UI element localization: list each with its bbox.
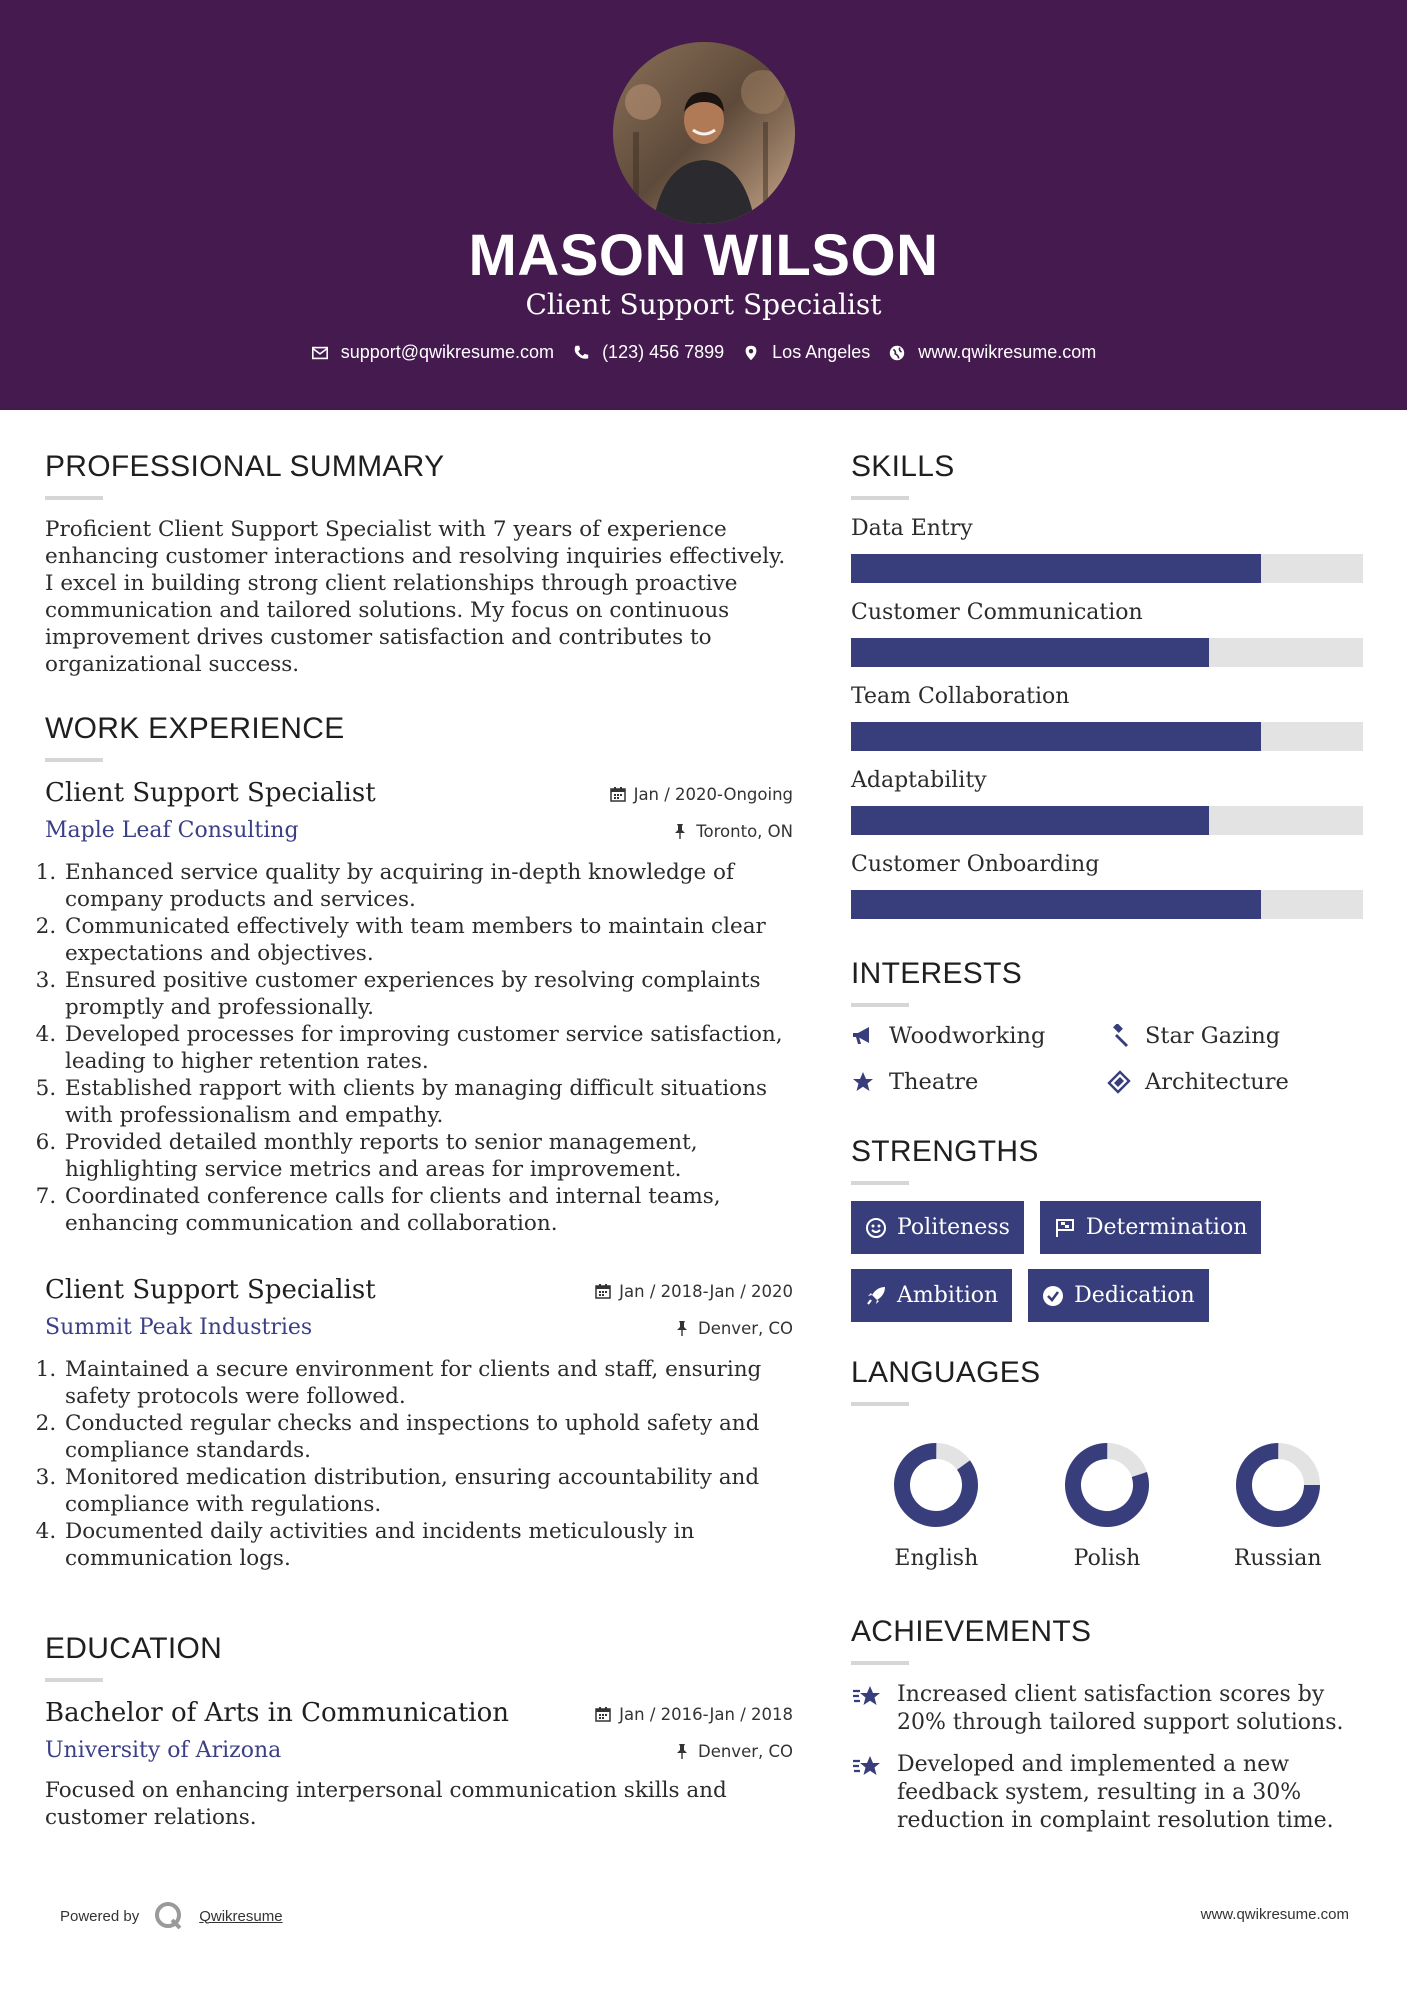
website-text: www.qwikresume.com [918, 342, 1097, 362]
resume-header [0, 0, 1407, 410]
map-pin-icon [742, 344, 760, 362]
section-title: STRENGTHS [851, 1135, 1039, 1168]
envelope-icon [311, 344, 329, 362]
section-divider [851, 1003, 909, 1007]
strength-label: Politeness [897, 1215, 1010, 1240]
email-text: support@qwikresume.com [340, 342, 555, 362]
education-meta [595, 1702, 793, 1763]
section-title: ACHIEVEMENTS [851, 1615, 1092, 1648]
section-divider [45, 758, 103, 762]
degree-title: Bachelor of Arts in Communication [45, 1698, 509, 1728]
duty-list [63, 859, 793, 1237]
globe-icon [888, 344, 906, 362]
section-divider [851, 1661, 909, 1665]
education-dates: Jan / 2016-Jan / 2018 [619, 1704, 793, 1724]
skill-bar [851, 722, 1363, 751]
interests-grid [851, 1023, 1363, 1095]
languages-section [851, 1356, 1363, 1571]
summary-section [45, 450, 793, 678]
section-title: INTERESTS [851, 957, 1023, 990]
qwikresume-logo-icon [153, 1900, 185, 1932]
skill-name: Customer Onboarding [851, 852, 1100, 877]
section-divider [851, 496, 909, 500]
language-donut [1064, 1442, 1150, 1528]
calendar-icon [595, 1283, 611, 1299]
footer-powered-by [60, 1900, 283, 1932]
skill-bar-fill [851, 722, 1261, 751]
job-entry [45, 1275, 793, 1572]
skill-bar [851, 638, 1363, 667]
star-icon [851, 1070, 875, 1094]
pushpin-icon [672, 823, 688, 839]
interest-item [1107, 1069, 1363, 1095]
skill-name: Team Collaboration [851, 684, 1070, 709]
brand-link[interactable]: Qwikresume [199, 1907, 283, 1925]
location-text: Los Angeles [772, 342, 871, 362]
language-item [1192, 1442, 1363, 1571]
powered-by-text: Powered by [60, 1907, 140, 1925]
section-divider [851, 1402, 909, 1406]
candidate-title: Client Support Specialist [525, 288, 882, 321]
strength-label: Dedication [1074, 1283, 1195, 1308]
section-divider [851, 1181, 909, 1185]
job-entry [45, 778, 793, 1237]
achievement-star-icon [851, 1681, 883, 1713]
strength-label: Determination [1085, 1215, 1248, 1240]
interest-item [851, 1069, 1107, 1095]
footer-url[interactable]: www.qwikresume.com [1200, 1906, 1349, 1923]
section-title: LANGUAGES [851, 1356, 1041, 1389]
section-title: PROFESSIONAL SUMMARY [45, 450, 445, 483]
skill-bar [851, 554, 1363, 583]
list-item: 6. Provided detailed monthly reports to senior management, highlighting service metrics and areas for improvement. [63, 1129, 793, 1183]
list-item: 2. Communicated effectively with team members to maintain clear expectations and objectives. [63, 913, 793, 967]
achievement-text: Developed and implemented a new feedback system, resulting in a 30% reduction in complaint resolution time. [897, 1752, 1334, 1833]
calendar-icon [595, 1706, 611, 1722]
strength-chip [1040, 1201, 1262, 1254]
list-item: 5. Established rapport with clients by managing difficult situations with professionalism and empathy. [63, 1075, 793, 1129]
left-column [45, 450, 793, 1831]
school-name: University of Arizona [45, 1738, 282, 1763]
languages-list [851, 1442, 1363, 1571]
gavel-icon [1107, 1024, 1131, 1048]
achievement-text: Increased client satisfaction scores by 20% through tailored support solutions. [897, 1682, 1344, 1735]
experience-section [45, 712, 793, 1572]
language-donut [893, 1442, 979, 1528]
list-item: 1. Maintained a secure environment for clients and staff, ensuring safety protocols were followed. [63, 1356, 793, 1410]
pushpin-icon [674, 1743, 690, 1759]
list-item: 3. Monitored medication distribution, ensuring accountability and compliance with regulations. [63, 1464, 793, 1518]
section-divider [45, 1678, 103, 1682]
language-name: English [894, 1546, 979, 1571]
interest-item [851, 1023, 1107, 1049]
job-dates: Jan / 2020-Ongoing [633, 784, 793, 804]
job-company: Summit Peak Industries [45, 1315, 313, 1340]
education-location: Denver, CO [697, 1741, 793, 1761]
duty-list [63, 1356, 793, 1572]
achievements-section [851, 1615, 1363, 1835]
strength-chip [851, 1201, 1024, 1254]
section-title: EDUCATION [45, 1632, 223, 1665]
skill-bar-fill [851, 554, 1261, 583]
contact-bar [0, 342, 1407, 363]
language-item [1022, 1442, 1193, 1571]
section-title: WORK EXPERIENCE [45, 712, 345, 745]
achievement-star-icon [851, 1751, 883, 1783]
ticket-icon [1107, 1070, 1131, 1094]
job-meta [610, 782, 793, 843]
profile-photo [613, 42, 795, 224]
list-item: 1. Enhanced service quality by acquiring in-depth knowledge of company products and services. [63, 859, 793, 913]
rocket-icon [865, 1285, 887, 1307]
language-item [851, 1442, 1022, 1571]
skill-name: Customer Communication [851, 600, 1143, 625]
person-photo-icon [613, 42, 795, 224]
interest-item [1107, 1023, 1363, 1049]
strength-chip [1028, 1269, 1209, 1322]
check-circle-icon [1042, 1285, 1064, 1307]
language-donut [1235, 1442, 1321, 1528]
skill-bar [851, 806, 1363, 835]
job-title: Client Support Specialist [45, 1275, 376, 1305]
education-section [45, 1632, 793, 1831]
language-name: Polish [1073, 1546, 1141, 1571]
calendar-icon [610, 786, 626, 802]
list-item: 3. Ensured positive customer experiences by resolving complaints promptly and professionally. [63, 967, 793, 1021]
strength-label: Ambition [897, 1283, 999, 1308]
language-name: Russian [1233, 1546, 1322, 1571]
interest-label: Woodworking [889, 1023, 1046, 1049]
section-title: SKILLS [851, 450, 955, 483]
job-company: Maple Leaf Consulting [45, 818, 299, 843]
strengths-list [851, 1201, 1363, 1322]
skill-name: Adaptability [851, 768, 987, 793]
skill-name: Data Entry [851, 516, 973, 541]
skills-list [851, 516, 1363, 919]
phone-icon [572, 344, 590, 362]
education-entry [45, 1698, 793, 1831]
section-divider [45, 496, 103, 500]
summary-text: Proficient Client Support Specialist with 7 years of experience enhancing customer interactions and resolving inquiries effectively. I excel in building strong client relationships through proactive communication and tailored solutions. My focus on continuous improvement drives customer satisfaction and contributes to organizational success. [45, 517, 786, 677]
job-dates: Jan / 2018-Jan / 2020 [619, 1281, 793, 1301]
skill-bar [851, 890, 1363, 919]
list-item: 7. Coordinated conference calls for clients and internal teams, enhancing communication and collaboration. [63, 1183, 793, 1237]
achievement-item [851, 1681, 1363, 1737]
job-location: Toronto, ON [696, 821, 793, 841]
interest-label: Theatre [889, 1069, 979, 1095]
skill-bar-fill [851, 806, 1209, 835]
skill-bar-fill [851, 890, 1261, 919]
achievement-item [851, 1751, 1363, 1835]
education-description: Focused on enhancing interpersonal communication skills and customer relations. [45, 1778, 727, 1830]
strength-chip [851, 1269, 1012, 1322]
right-column [851, 450, 1363, 1849]
interests-section [851, 957, 1363, 1095]
smile-icon [865, 1217, 887, 1239]
list-item: 4. Developed processes for improving customer service satisfaction, leading to higher retention rates. [63, 1021, 793, 1075]
contact-email[interactable] [311, 342, 554, 363]
interest-label: Architecture [1145, 1069, 1289, 1095]
contact-location [742, 342, 870, 363]
list-item: 2. Conducted regular checks and inspections to uphold safety and compliance standards. [63, 1410, 793, 1464]
job-title: Client Support Specialist [45, 778, 376, 808]
strengths-section [851, 1135, 1363, 1322]
candidate-name: MASON WILSON [468, 223, 939, 288]
skills-section [851, 450, 1363, 919]
job-meta [595, 1279, 793, 1340]
list-item: 4. Documented daily activities and incidents meticulously in communication logs. [63, 1518, 793, 1572]
flag-icon [1054, 1217, 1076, 1239]
bullhorn-icon [851, 1024, 875, 1048]
job-location: Denver, CO [697, 1318, 793, 1338]
contact-website[interactable] [888, 342, 1096, 363]
phone-text: (123) 456 7899 [602, 342, 725, 362]
interest-label: Star Gazing [1145, 1023, 1281, 1049]
pushpin-icon [674, 1320, 690, 1336]
skill-bar-fill [851, 638, 1209, 667]
contact-phone[interactable] [572, 342, 724, 363]
